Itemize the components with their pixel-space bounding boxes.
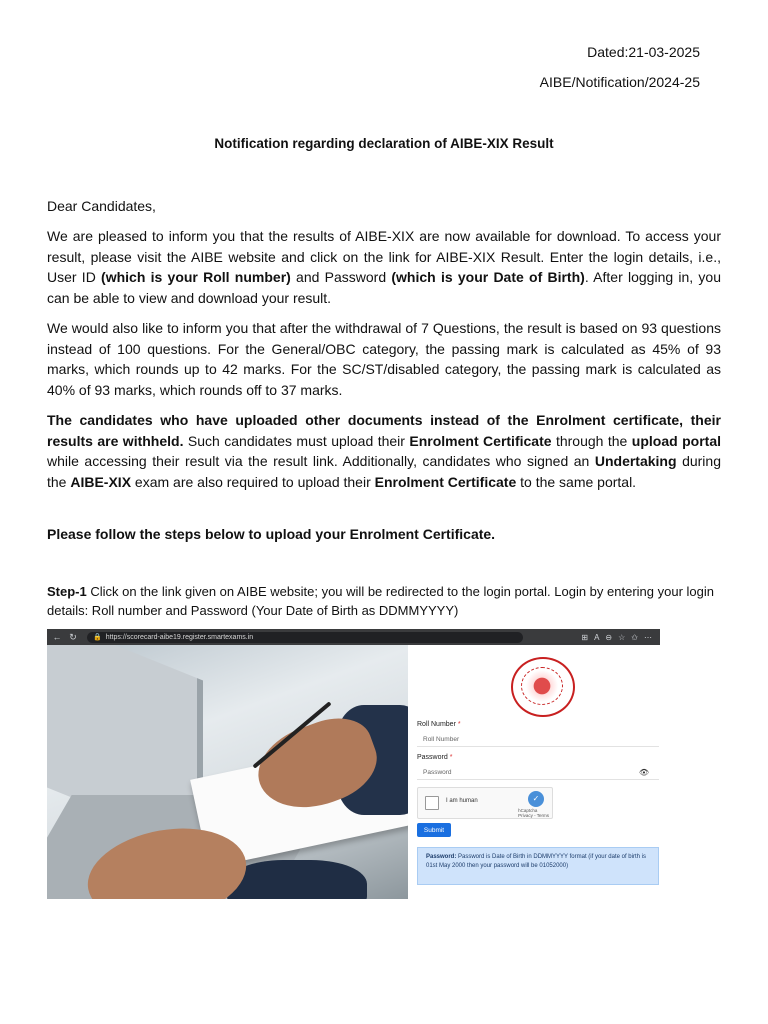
p3-bold-enrolment: Enrolment Certificate: [409, 432, 552, 449]
captcha-text: I am human: [446, 798, 478, 804]
p1-text-2: and Password: [290, 269, 392, 286]
p3-text-4: during the: [47, 453, 721, 490]
p1-bold-roll: (which is your Roll number): [101, 269, 291, 286]
captcha-widget[interactable]: [417, 787, 553, 819]
hcaptcha-logo-icon: ✓: [528, 791, 544, 807]
paragraph-passing-marks: We would also like to inform you that after the withdrawal of 7 Questions, the result is based on 93 questions instead of 100 questions. For the General/OBC category, the passing mark is calculated as 45% of 93 marks, which rounds up to 42 marks. For the SC/ST/disabled category, the passing mark is calculated as 40% of 93 marks, which rounds off to 37 marks.: [47, 320, 721, 398]
url-field: [87, 632, 523, 643]
login-form: [408, 645, 660, 899]
salutation: Dear Candidates,: [47, 198, 156, 214]
lock-icon: 🔒: [93, 634, 102, 641]
browser-address-bar: [47, 629, 660, 645]
reload-icon: ↻: [69, 631, 77, 642]
p1-bold-dob: (which is your Date of Birth): [391, 269, 585, 286]
url-text: https://scorecard-aibe19.register.smartexams.in: [105, 633, 254, 641]
p3-text-5: exam are also required to upload their: [131, 473, 375, 490]
notice-reference: AIBE/Notification/2024-25: [539, 74, 700, 90]
password-hint-label: Password:: [426, 854, 457, 860]
notice-title: Notification regarding declaration of AIBE-XIX Result: [214, 136, 554, 151]
eye-icon[interactable]: 👁: [638, 768, 649, 777]
zoom-icon: ⊖: [605, 632, 613, 642]
password-hint-text: Password is Date of Birth in DDMMYYYY format (if your date of birth is 01st May 2000 then your password will be 01052000): [426, 854, 646, 869]
p3-bold-undertaking: Undertaking: [594, 453, 677, 470]
read-aloud-icon: A: [594, 632, 600, 642]
p3-text-6: to the same portal.: [516, 473, 637, 490]
notice-date: Dated:21-03-2025: [587, 44, 700, 60]
bci-emblem-icon: [511, 657, 575, 717]
p3-text-2: through the: [551, 432, 632, 449]
grid-icon: ⊞: [581, 632, 589, 642]
roll-number-input[interactable]: Roll Number: [417, 733, 659, 747]
p3-bold-enrolment-2: Enrolment Certificate: [374, 473, 517, 490]
p3-text-1: Such candidates must upload their: [183, 432, 410, 449]
password-label: Password *: [417, 754, 453, 761]
paragraph-steps-intro: [47, 524, 721, 545]
collections-icon: ✩: [631, 632, 638, 642]
step-1-text: Click on the link given on AIBE website; you will be redirected to the login portal. Login by entering your login details: Roll number and Password (Your Date of Birth as DDMMYYYY): [47, 584, 714, 618]
star-icon: ☆: [618, 632, 626, 642]
step-1-label: Step-1: [47, 584, 87, 599]
paragraph-result-availability: [47, 226, 721, 308]
password-input[interactable]: Password 👁: [417, 766, 659, 780]
p3-bold-aibe: AIBE-XIX: [70, 473, 132, 490]
p3-text-3: while accessing their result via the result link. Additionally, candidates who signed an: [47, 453, 595, 470]
p3-bold-withheld: The candidates who have uploaded other documents instead of the Enrolment certificate, their results are withheld.: [47, 412, 721, 449]
roll-number-label: Roll Number *: [417, 721, 461, 728]
captcha-checkbox[interactable]: [425, 796, 439, 810]
paragraph-withheld-results: [47, 410, 721, 492]
p3-bold-portal: upload portal: [631, 432, 721, 449]
login-portal-screenshot: [47, 629, 660, 899]
p1-text-3: . After logging in, you can be able to view and download your result.: [47, 269, 721, 306]
password-hint-box: [417, 847, 659, 885]
sleeve-shape-2: [227, 860, 367, 899]
browser-toolbar-icons: [581, 633, 660, 642]
captcha-brand: hCaptcha Privacy - Terms: [518, 808, 549, 818]
back-arrow-icon: ←: [52, 632, 62, 642]
p1-text-1: We are pleased to inform you that the results of AIBE-XIX are now available for download. To access your result, please visit the AIBE website and click on the link for AIBE-XIX Result. Enter the login details, i.e., User ID: [47, 228, 721, 286]
step-1: [47, 582, 721, 620]
laptop-writing-photo: [47, 645, 408, 899]
p4-bold: Please follow the steps below to upload your Enrolment Certificate.: [47, 526, 496, 542]
menu-icon: ⋯: [644, 632, 652, 642]
submit-button[interactable]: Submit: [417, 823, 451, 837]
